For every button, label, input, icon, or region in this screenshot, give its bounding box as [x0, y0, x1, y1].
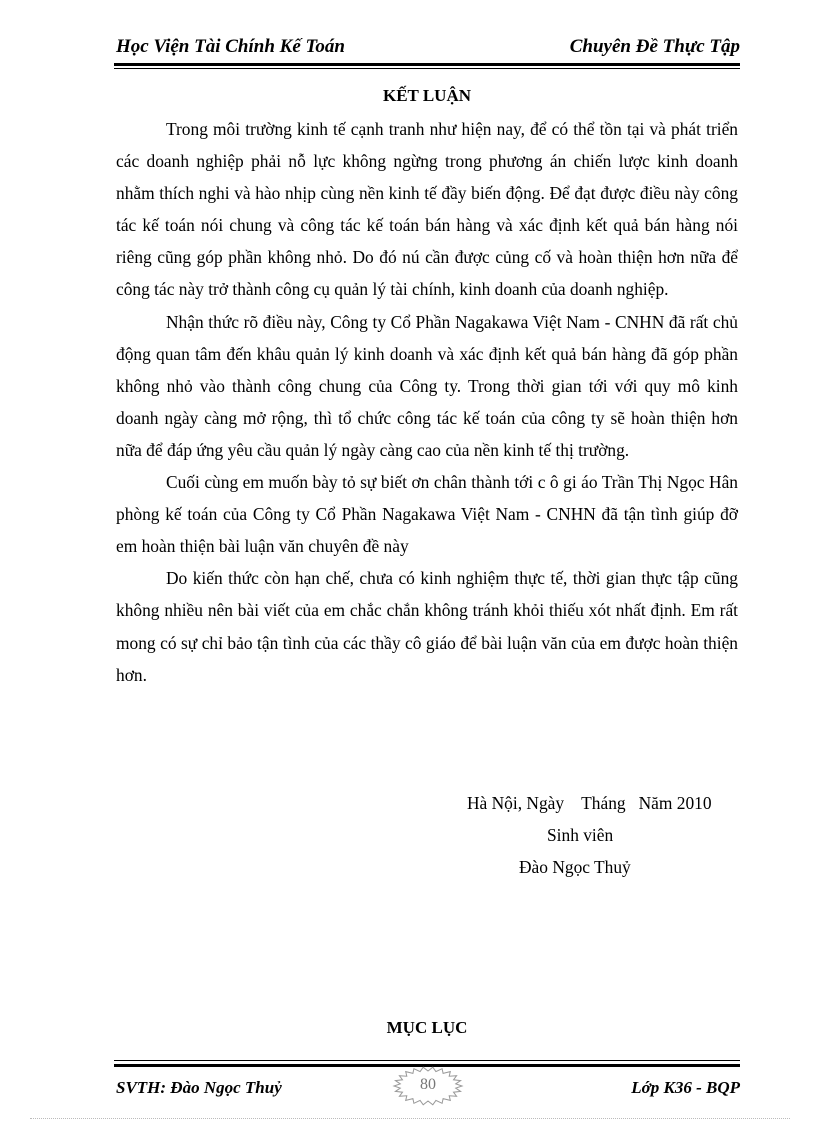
header-left-text: Học Viện Tài Chính Kế Toán — [116, 36, 345, 57]
page-number-badge — [392, 1066, 464, 1106]
signer-name: Đào Ngọc Thuỷ — [519, 857, 631, 877]
footer-right-text: Lớp K36 - BQP — [631, 1078, 740, 1097]
paragraph: Cuối cùng em muốn bày tỏ sự biết ơn chân thành tới c ô gi áo Trần Thị Ngọc Hân phòng kế toán của Công ty Cổ Phần Nagakawa Việt Nam - CNHN đã tận tình giúp đỡ em hoàn thiện bài luận văn chuyên đề này — [116, 472, 738, 557]
page-number: 80 — [420, 1076, 436, 1093]
header-right-text: Chuyên Đề Thực Tập — [569, 36, 740, 57]
date-line: Hà Nội, Ngày Tháng Năm 2010 — [467, 793, 712, 813]
page-bottom-divider — [30, 1118, 790, 1119]
document-body — [116, 113, 738, 691]
paragraph: Do kiến thức còn hạn chế, chưa có kinh nghiệm thực tế, thời gian thực tập cũng không nhiều nên bài viết của em chắc chắn không tránh khỏi thiếu xót nhất định. Em rất mong có sự chỉ bảo tận tình của các thầy cô giáo để bài luận văn của em được hoàn thiện hơn. — [116, 568, 738, 685]
paragraph: Trong môi trường kinh tế cạnh tranh như hiện nay, để có thể tồn tại và phát triển các doanh nghiệp phải nỗ lực không ngừng trong phương án chiến lược kinh doanh nhằm thích nghi và hào nhịp cùng nền kinh tế đầy biến động. Để đạt được điều này công tác kế toán nói chung và công tác kế toán bán hàng và xác định kết quả bán hàng nói riêng cũng góp phần không nhỏ. Do đó nú cần được củng cố và hoàn thiện hơn nữa để công tác này trở thành công cụ quản lý tài chính, kinh doanh của doanh nghiệp. — [116, 119, 738, 300]
footer-rule-thin — [114, 1060, 740, 1061]
header-rule-thin — [114, 68, 740, 69]
next-section-title: MỤC LỤC — [386, 1018, 468, 1037]
page-title: KẾT LUẬN — [382, 86, 471, 105]
signer-role: Sinh viên — [547, 825, 614, 845]
paragraph: Nhận thức rõ điều này, Công ty Cổ Phần Nagakawa Việt Nam - CNHN đã rất chủ động quan tâm đến khâu quản lý kinh doanh và xác định kết quả bán hàng đã góp phần không nhỏ vào thành công chung của Công ty. Trong thời gian tới với quy mô kinh doanh ngày càng mở rộng, thì tổ chức công tác kế toán của công ty sẽ hoàn thiện hơn nữa để đáp ứng yêu cầu quản lý ngày càng cao của nền kinh tế thị trường. — [116, 311, 738, 460]
footer-left-text: SVTH: Đào Ngọc Thuỷ — [116, 1078, 282, 1097]
header-rule-thick — [114, 63, 740, 66]
